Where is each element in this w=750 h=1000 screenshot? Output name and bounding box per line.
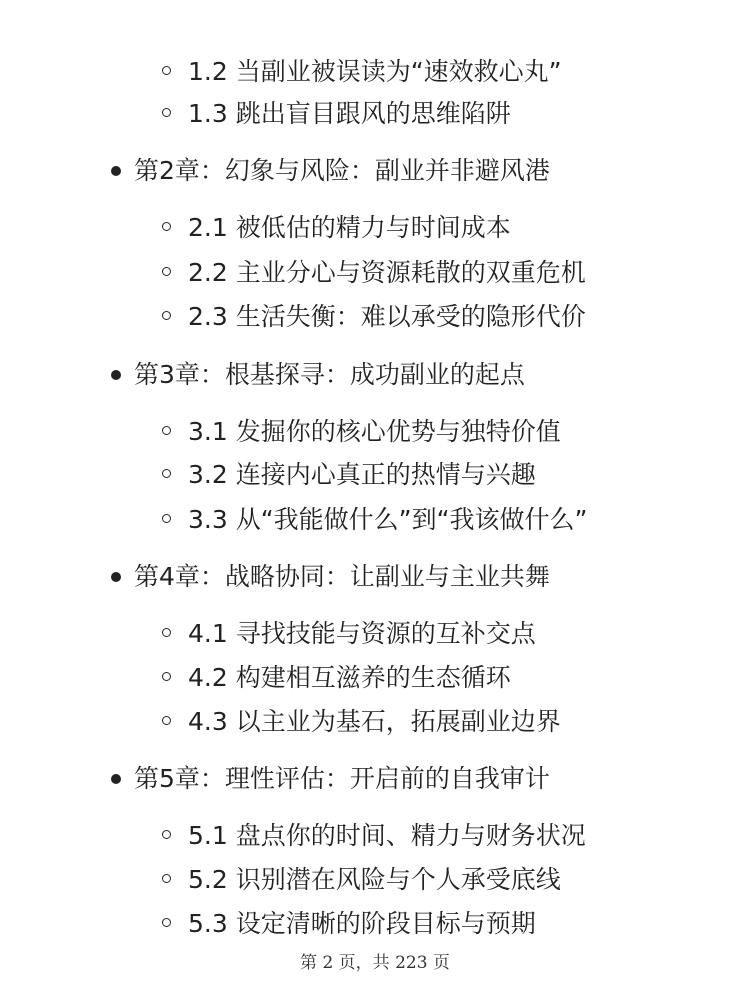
toc-section-label: 4.1 寻找技能与资源的互补交点	[188, 619, 536, 648]
toc-section-label: 2.2 主业分心与资源耗散的双重危机	[188, 258, 586, 287]
toc-chapter-label: 第3章：根基探寻：成功副业的起点	[134, 360, 525, 389]
hollow-bullet-icon	[162, 222, 171, 231]
hollow-bullet-icon	[162, 628, 171, 637]
toc-section-label: 4.2 构建相互滋养的生态循环	[188, 663, 511, 692]
page-footer-label: 第 2 页，共 223 页	[300, 953, 450, 973]
hollow-bullet-icon	[162, 311, 171, 320]
hollow-bullet-icon	[162, 267, 171, 276]
hollow-bullet-icon	[162, 672, 171, 681]
toc-section-label: 4.3 以主业为基石，拓展副业边界	[188, 707, 561, 736]
toc-section-label: 1.2 当副业被误读为“速效救心丸”	[188, 57, 562, 86]
toc-section-label: 2.3 生活失衡：难以承受的隐形代价	[188, 302, 586, 331]
toc-section-label: 3.1 发掘你的核心优势与独特价值	[188, 417, 561, 446]
toc-section-label: 5.1 盘点你的时间、精力与财务状况	[188, 821, 586, 850]
hollow-bullet-icon	[162, 874, 171, 883]
hollow-bullet-icon	[162, 918, 171, 927]
toc-section-label: 3.3 从“我能做什么”到“我该做什么”	[188, 505, 588, 534]
toc-section-label: 5.2 识别潜在风险与个人承受底线	[188, 865, 561, 894]
toc-chapter-label: 第5章：理性评估：开启前的自我审计	[134, 764, 550, 793]
hollow-bullet-icon	[162, 469, 171, 478]
filled-bullet-icon	[111, 572, 121, 582]
filled-bullet-icon	[111, 166, 121, 176]
toc-chapter-label: 第4章：战略协同：让副业与主业共舞	[134, 562, 550, 591]
toc-section-label: 2.1 被低估的精力与时间成本	[188, 213, 511, 242]
filled-bullet-icon	[111, 774, 121, 784]
toc-section-label: 1.3 跳出盲目跟风的思维陷阱	[188, 99, 511, 128]
toc-section-label: 5.3 设定清晰的阶段目标与预期	[188, 909, 536, 938]
hollow-bullet-icon	[162, 514, 171, 523]
hollow-bullet-icon	[162, 108, 171, 117]
hollow-bullet-icon	[162, 426, 171, 435]
hollow-bullet-icon	[162, 66, 171, 75]
toc-chapter-label: 第2章：幻象与风险：副业并非避风港	[134, 156, 550, 185]
hollow-bullet-icon	[162, 830, 171, 839]
filled-bullet-icon	[111, 370, 121, 380]
toc-section-label: 3.2 连接内心真正的热情与兴趣	[188, 460, 536, 489]
hollow-bullet-icon	[162, 716, 171, 725]
